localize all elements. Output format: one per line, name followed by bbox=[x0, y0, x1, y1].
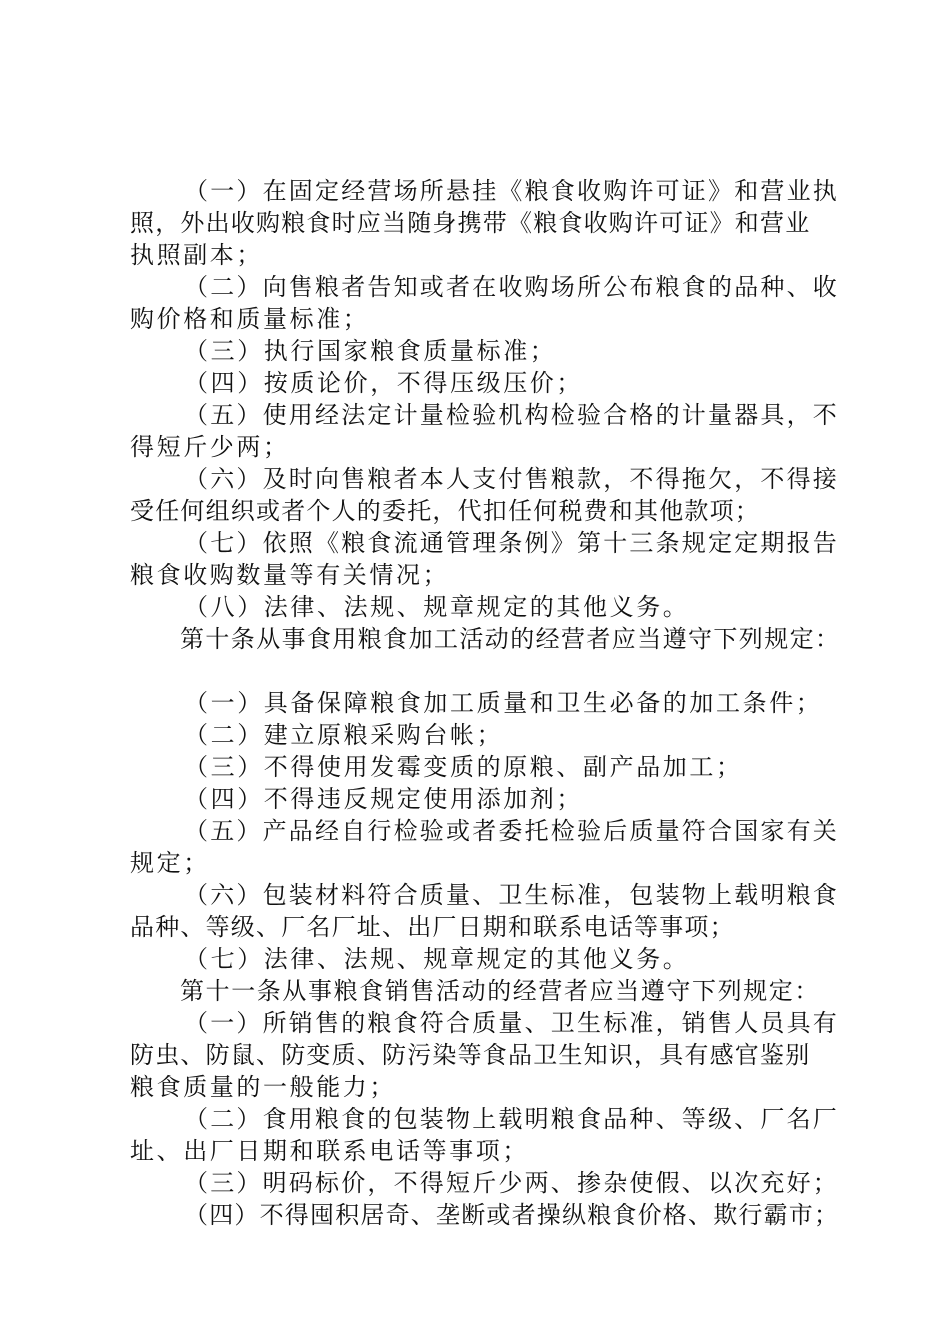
paragraph-line: 品种、等级、厂名厂址、出厂日期和联系电话等事项； bbox=[130, 913, 735, 941]
article-heading: 第十条从事食用粮食加工活动的经营者应当遵守下列规定： bbox=[180, 625, 841, 653]
paragraph-line: 规定； bbox=[130, 849, 210, 877]
article-heading: 第十一条从事粮食销售活动的经营者应当遵守下列规定： bbox=[180, 977, 820, 1005]
paragraph-line: （五）产品经自行检验或者委托检验后质量符合国家有关 bbox=[184, 817, 839, 845]
paragraph-line: （二）向售粮者告知或者在收购场所公布粮食的品种、收 bbox=[184, 273, 839, 301]
paragraph-line: 得短斤少两； bbox=[130, 433, 290, 461]
paragraph-line: 址、出厂日期和联系电话等事项； bbox=[130, 1137, 529, 1165]
paragraph-line: 购价格和质量标准； bbox=[130, 305, 370, 333]
paragraph-line: （二）建立原粮采购台帐； bbox=[184, 721, 504, 749]
paragraph-line: （三）执行国家粮食质量标准； bbox=[184, 337, 557, 365]
paragraph-line: （四）按质论价，不得压级压价； bbox=[184, 369, 583, 397]
paragraph-line: （一）在固定经营场所悬挂《粮食收购许可证》和营业执 bbox=[184, 177, 839, 205]
paragraph-line: （八）法律、法规、规章规定的其他义务。 bbox=[184, 593, 690, 621]
paragraph-line: （七）法律、法规、规章规定的其他义务。 bbox=[184, 945, 690, 973]
paragraph-line: 粮食质量的一般能力； bbox=[130, 1073, 396, 1101]
paragraph-line: （六）包装材料符合质量、卫生标准，包装物上载明粮食 bbox=[184, 881, 839, 909]
paragraph-line: （七）依照《粮食流通管理条例》第十三条规定定期报告 bbox=[184, 529, 839, 557]
paragraph-line: 粮食收购数量等有关情况； bbox=[130, 561, 450, 589]
paragraph-line: （六）及时向售粮者本人支付售粮款，不得拖欠，不得接 bbox=[184, 465, 839, 493]
paragraph-line: （三）不得使用发霉变质的原粮、副产品加工； bbox=[184, 753, 743, 781]
paragraph-line: （四）不得囤积居奇、垄断或者操纵粮食价格、欺行霸市； bbox=[184, 1201, 840, 1229]
paragraph-line: （二）食用粮食的包装物上载明粮食品种、等级、厂名厂 bbox=[184, 1105, 839, 1133]
paragraph-line: （三）明码标价，不得短斤少两、掺杂使假、以次充好； bbox=[184, 1169, 839, 1197]
paragraph-line: （五）使用经法定计量检验机构检验合格的计量器具，不 bbox=[184, 401, 839, 429]
paragraph-line: （一）所销售的粮食符合质量、卫生标准，销售人员具有 bbox=[184, 1009, 839, 1037]
paragraph-line: 执照副本； bbox=[130, 241, 263, 269]
paragraph-line: 防虫、防鼠、防变质、防污染等食品卫生知识，具有感官鉴别 bbox=[130, 1041, 811, 1069]
paragraph-line: 照，外出收购粮食时应当随身携带《粮食收购许可证》和营业 bbox=[130, 209, 811, 237]
paragraph-line: 受任何组织或者个人的委托，代扣任何税费和其他款项； bbox=[130, 497, 760, 525]
paragraph-line: （一）具备保障粮食加工质量和卫生必备的加工条件； bbox=[184, 689, 823, 717]
paragraph-line: （四）不得违反规定使用添加剂； bbox=[184, 785, 583, 813]
